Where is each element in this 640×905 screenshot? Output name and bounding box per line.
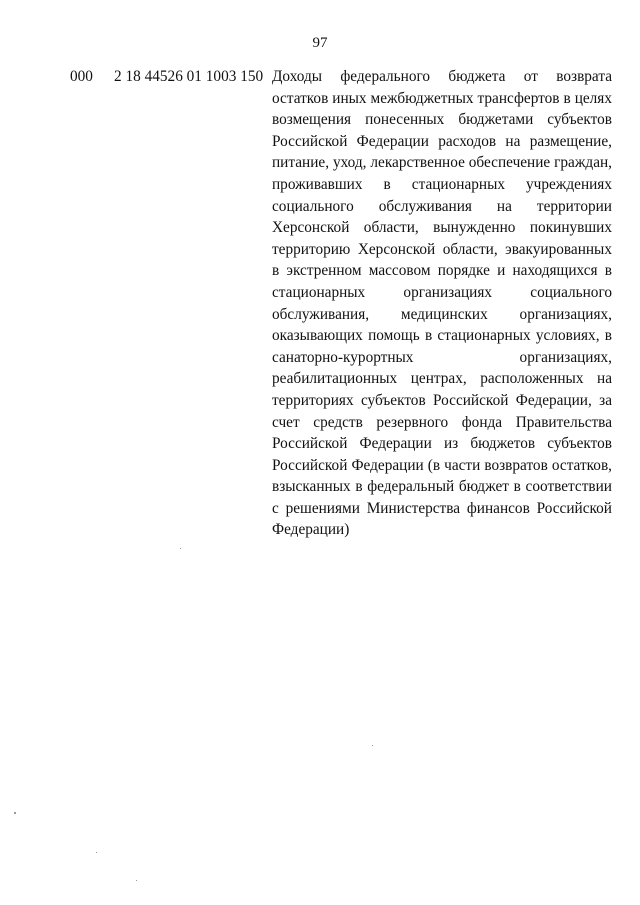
income-description: Доходы федерального бюджета от возврата остатков иных межбюджетных трансфертов в целях возмещения понесенных бюджетами субъектов Российской Федерации расходов на размещение, питание, уход, лекарственное обеспечение граждан, проживавших в стационарных учреждениях социального обслуживания на территории Херсонской области, вынужденно покинувших территорию Херсонской области, эвакуированных в экстренном массовом порядке и находящихся в стационарных организациях социального обслуживания, медицинских организациях, оказывающих помощь в стационарных условиях, в санаторно-курортных организациях, реабилитационных центрах, расположенных на территориях субъектов Российской Федерации, за счет средств резервного фонда Правительства Российской Федерации из бюджетов субъектов Российской Федерации (в части возвратов остатков, взысканных в федеральный бюджет в соответствии с решениями Министерства финансов Российской Федерации) [272, 68, 612, 539]
scan-speck [14, 812, 16, 814]
scan-speck [372, 745, 373, 746]
page-number: 97 [312, 35, 328, 51]
budget-classification-code: 2 18 44526 01 1003 150 [114, 68, 264, 85]
scan-speck [136, 880, 137, 881]
scan-speck [96, 852, 97, 853]
administrator-code: 000 [70, 68, 93, 85]
scan-speck [180, 548, 181, 549]
